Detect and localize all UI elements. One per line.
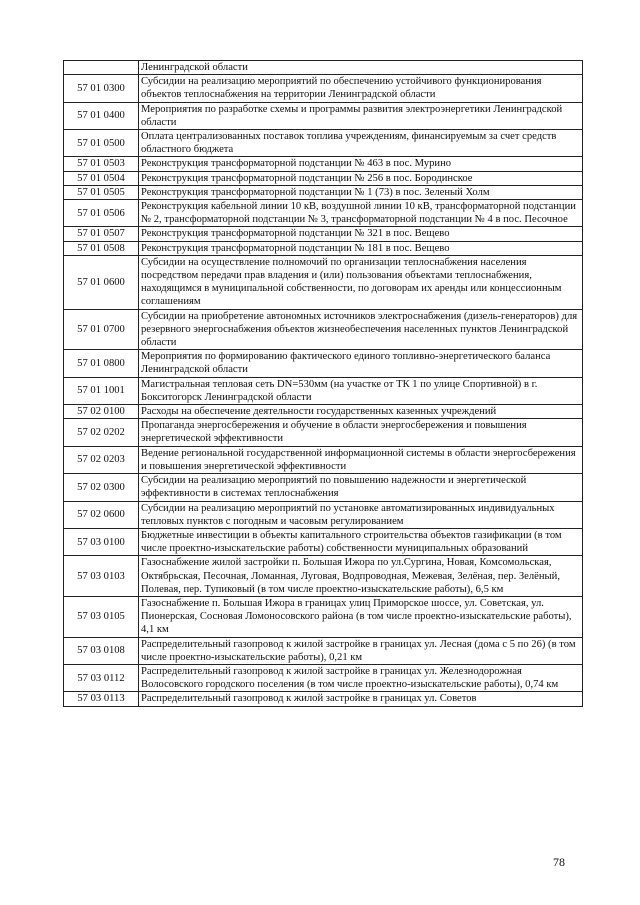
budget-code-cell: 57 01 0300 xyxy=(64,75,139,102)
page-number: 78 xyxy=(553,855,565,869)
table-row xyxy=(64,501,583,528)
description-cell: Газоснабжение п. Большая Ижора в границах улиц Приморское шоссе, ул. Советская, ул. Пионерская, Сосновая Ломоносовского района (в том числе проектно-изыскательские работы), 4,1 км xyxy=(139,596,583,637)
table-row xyxy=(64,596,583,637)
description-cell: Субсидии на приобретение автономных источников электроснабжения (дизель-генераторов) для резервного энергоснабжения объектов жизнеобеспечения населенных пунктов Ленинградской области xyxy=(139,309,583,350)
description-cell: Расходы на обеспечение деятельности государственных казенных учреждений xyxy=(139,405,583,419)
budget-code-cell: 57 01 0505 xyxy=(64,185,139,199)
table-row xyxy=(64,309,583,350)
table-row xyxy=(64,200,583,227)
description-cell: Пропаганда энергосбережения и обучение в области энергосбережения и повышения энергетической эффективности xyxy=(139,419,583,446)
table-body xyxy=(64,61,583,707)
table-row xyxy=(64,692,583,706)
description-cell: Магистральная тепловая сеть DN=530мм (на участке от ТК 1 по улице Спортивной) в г. Бокситогорск Ленинградской области xyxy=(139,377,583,404)
table-row xyxy=(64,227,583,241)
description-cell: Субсидии на реализацию мероприятий по обеспечению устойчивого функционирования объектов теплоснабжения на территории Ленинградской области xyxy=(139,75,583,102)
table-row xyxy=(64,377,583,404)
table-row xyxy=(64,75,583,102)
description-cell: Субсидии на реализацию мероприятий по повышению надежности и энергетической эффективности в системах теплоснабжения xyxy=(139,474,583,501)
budget-code-cell: 57 01 0507 xyxy=(64,227,139,241)
table-row xyxy=(64,157,583,171)
table-row xyxy=(64,405,583,419)
budget-code-cell: 57 01 0503 xyxy=(64,157,139,171)
description-cell: Оплата централизованных поставок топлива учреждениям, финансируемым за счет средств областного бюджета xyxy=(139,130,583,157)
budget-code-cell: 57 02 0600 xyxy=(64,501,139,528)
budget-code-cell: 57 01 0508 xyxy=(64,241,139,255)
table-row xyxy=(64,556,583,597)
description-cell: Субсидии на осуществление полномочий по организации теплоснабжения населения посредством передачи прав владения и (или) пользования объектами теплоснабжения, находящимся в муниципальной собственности, по договорам их аренды или концессионным соглашениям xyxy=(139,255,583,309)
description-cell: Мероприятия по разработке схемы и программы развития электроэнергетики Ленинградской области xyxy=(139,102,583,129)
table-row xyxy=(64,241,583,255)
budget-code-cell: 57 01 0506 xyxy=(64,200,139,227)
description-cell: Распределительный газопровод к жилой застройке в границах ул. Советов xyxy=(139,692,583,706)
description-cell: Реконструкция кабельной линии 10 кВ, воздушной линии 10 кВ, трансформаторной подстанции № 2, трансформаторной подстанции № 3, трансформаторной подстанции № 4 в пос. Песочное xyxy=(139,200,583,227)
description-cell: Бюджетные инвестиции в объекты капитального строительства объектов газификации (в том числе проектно-изыскательские работы) собственности муниципальных образований xyxy=(139,528,583,555)
description-cell: Ведение региональной государственной информационной системы в области энергосбережения и повышения энергетической эффективности xyxy=(139,446,583,473)
table-row xyxy=(64,185,583,199)
description-cell: Реконструкция трансформаторной подстанции № 321 в пос. Вещево xyxy=(139,227,583,241)
table-row xyxy=(64,474,583,501)
description-cell: Реконструкция трансформаторной подстанции № 256 в пос. Бородинское xyxy=(139,171,583,185)
description-cell: Газоснабжение жилой застройки п. Большая Ижора по ул.Сургина, Новая, Комсомольская, Октябрьская, Песочная, Ломанная, Луговая, Водпроводная, Межевая, Зелёная, пер. Зелёный, Полевая, пер. Тупиковый (в том числе проектно-изыскательские работы), 6,5 км xyxy=(139,556,583,597)
budget-code-cell: 57 01 0500 xyxy=(64,130,139,157)
table-row xyxy=(64,664,583,691)
budget-code-cell: 57 01 0400 xyxy=(64,102,139,129)
description-cell: Ленинградской области xyxy=(139,61,583,75)
budget-code-cell: 57 03 0100 xyxy=(64,528,139,555)
description-cell: Мероприятия по формированию фактического единого топливно-энергетического баланса Ленинградской области xyxy=(139,350,583,377)
budget-code-cell: 57 03 0112 xyxy=(64,664,139,691)
table-row xyxy=(64,61,583,75)
description-cell: Реконструкция трансформаторной подстанции № 463 в пос. Мурино xyxy=(139,157,583,171)
table-row xyxy=(64,130,583,157)
description-cell: Распределительный газопровод к жилой застройке в границах ул. Железнодорожная Волосовского городского поселения (в том числе проектно-изыскательские работы), 0,74 км xyxy=(139,664,583,691)
budget-code-cell: 57 01 0504 xyxy=(64,171,139,185)
table-row xyxy=(64,528,583,555)
budget-code-cell: 57 01 0700 xyxy=(64,309,139,350)
description-cell: Реконструкция трансформаторной подстанции № 1 (73) в пос. Зеленый Холм xyxy=(139,185,583,199)
table-row xyxy=(64,102,583,129)
budget-code-cell xyxy=(64,61,139,75)
description-cell: Реконструкция трансформаторной подстанции № 181 в пос. Вещево xyxy=(139,241,583,255)
table-row xyxy=(64,350,583,377)
table-row xyxy=(64,637,583,664)
budget-code-table xyxy=(63,60,583,707)
budget-code-cell: 57 02 0203 xyxy=(64,446,139,473)
budget-code-cell: 57 01 1001 xyxy=(64,377,139,404)
budget-code-cell: 57 03 0108 xyxy=(64,637,139,664)
budget-code-cell: 57 02 0100 xyxy=(64,405,139,419)
table-row xyxy=(64,255,583,309)
budget-code-cell: 57 02 0300 xyxy=(64,474,139,501)
budget-code-cell: 57 02 0202 xyxy=(64,419,139,446)
budget-code-cell: 57 03 0103 xyxy=(64,556,139,597)
budget-code-cell: 57 03 0113 xyxy=(64,692,139,706)
budget-code-cell: 57 01 0600 xyxy=(64,255,139,309)
table-row xyxy=(64,171,583,185)
budget-code-cell: 57 03 0105 xyxy=(64,596,139,637)
table-row xyxy=(64,419,583,446)
table-row xyxy=(64,446,583,473)
budget-code-cell: 57 01 0800 xyxy=(64,350,139,377)
description-cell: Распределительный газопровод к жилой застройке в границах ул. Лесная (дома с 5 по 26) (в том числе проектно-изыскательские работы), 0,21 км xyxy=(139,637,583,664)
description-cell: Субсидии на реализацию мероприятий по установке автоматизированных индивидуальных тепловых пунктов с погодным и часовым регулированием xyxy=(139,501,583,528)
